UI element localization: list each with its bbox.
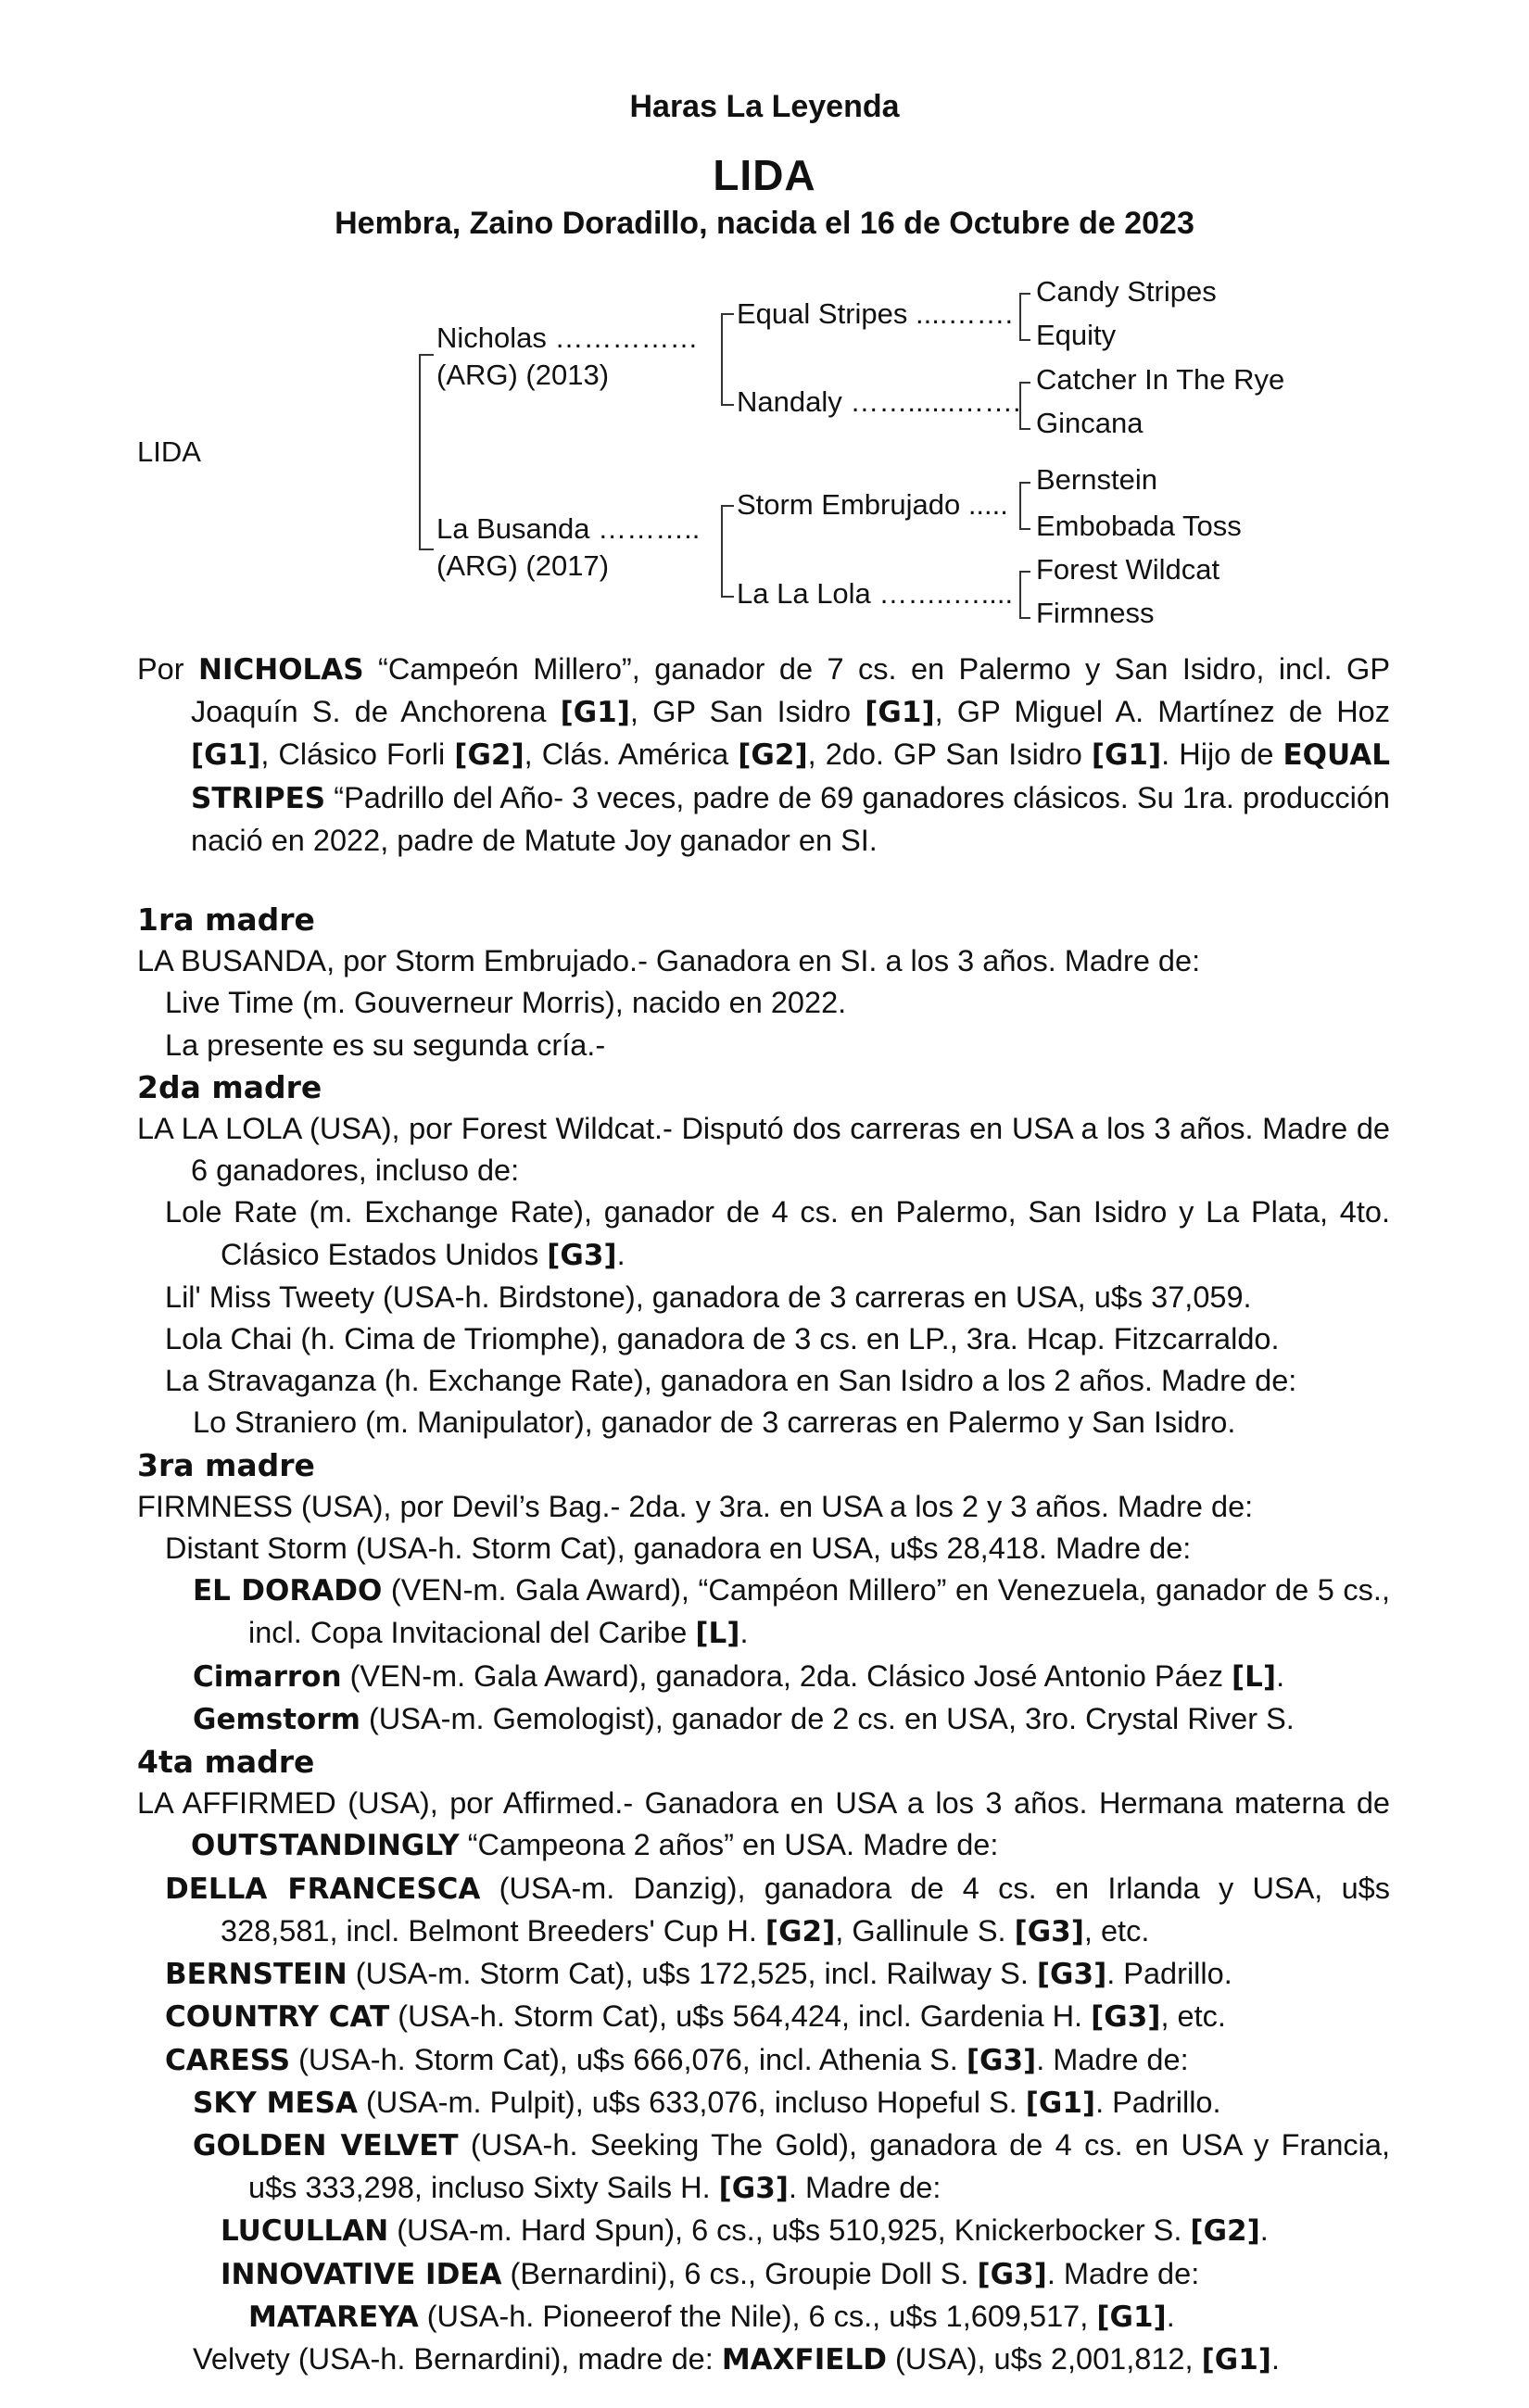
madre2-intro: LA LA LOLA (USA), por Forest Wildcat.- Disputó dos carreras en USA a los 3 años. Madre de 6 ganadores, incluso de: xyxy=(137,1112,1390,1188)
madre4-great-grand-offspring xyxy=(137,2253,1390,2296)
section-heading-madre1: 1ra madre xyxy=(137,901,315,939)
pedigree-dam-sire: Storm Embrujado ..... xyxy=(737,488,1008,521)
dam-bracket xyxy=(721,505,734,598)
text-run: “Campeona 2 años” en USA. Madre de: xyxy=(459,1828,999,1862)
gen3-bracket-4 xyxy=(1019,571,1030,619)
grade-badge: [G1] xyxy=(191,738,261,773)
madre3-grand-offspring xyxy=(137,1570,1390,1655)
grade-badge: [G1] xyxy=(865,696,935,730)
grade-badge: [L] xyxy=(1232,1659,1277,1694)
text-run: , 2do. GP San Isidro xyxy=(807,738,1092,772)
grade-badge: [G1] xyxy=(1096,2300,1167,2334)
text-run: , etc. xyxy=(1083,1913,1150,1948)
madre3-grand-offspring xyxy=(137,1656,1390,1698)
horse-name-bold: Cimarron xyxy=(193,1659,342,1694)
madre4-great-grand-offspring xyxy=(137,2210,1390,2252)
horse-name-bold: GOLDEN VELVET xyxy=(193,2128,459,2162)
grade-badge: [L] xyxy=(695,1617,740,1651)
text-run: . xyxy=(1270,2341,1280,2376)
pedigree-gen3-3: Catcher In The Rye xyxy=(1036,363,1285,396)
text-run: (USA), u$s 2,001,812, xyxy=(886,2341,1202,2376)
text-run: Velvety (USA-h. Bernardini), madre de: xyxy=(193,2341,722,2376)
text-run: (VEN-m. Gala Award), “Campéon Millero” en Venezuela, ganador de 5 cs., incl. Copa Invitacional del Caribe xyxy=(248,1573,1390,1650)
pedigree-gen3-2: Equity xyxy=(1036,319,1117,351)
pedigree-sire-sire: Equal Stripes ....……. xyxy=(737,297,1014,330)
madre2-offspring xyxy=(137,1191,1390,1276)
section-heading-madre4: 4ta madre xyxy=(137,1744,315,1781)
text-run: . xyxy=(1259,2213,1269,2248)
text-run: (USA-h. Storm Cat), u$s 666,076, incl. Athenia S. xyxy=(290,2042,967,2076)
grade-badge: [G3] xyxy=(1036,1958,1107,1992)
grade-badge: [G3] xyxy=(1014,1914,1084,1948)
grade-badge: [G2] xyxy=(738,738,808,773)
grade-badge: [G2] xyxy=(454,738,524,773)
text-run: (USA-m. Hard Spun), 6 cs., u$s 510,925, Knickerbocker S. xyxy=(388,2213,1191,2248)
grade-badge: [G1] xyxy=(1025,2086,1096,2120)
pedigree-dam-dam: La La Lola ……..….... xyxy=(737,577,1014,610)
pedigree-dam: La Busanda ……….. xyxy=(436,512,701,545)
madre1-intro: LA BUSANDA, por Storm Embrujado.- Ganadora en SI. a los 3 años. Madre de: xyxy=(137,944,1201,978)
text-run: LA AFFIRMED (USA), por Affirmed.- Ganadora en USA a los 3 años. Hermana materna de xyxy=(137,1786,1390,1821)
section-heading-madre3: 3ra madre xyxy=(137,1446,315,1483)
pedigree-gen3-4: Gincana xyxy=(1036,407,1144,439)
text-run: , GP San Isidro xyxy=(629,695,866,729)
pedigree-gen3-7: Forest Wildcat xyxy=(1036,553,1220,586)
madre4-grand-offspring xyxy=(137,2124,1390,2210)
text-run: . Padrillo. xyxy=(1095,2085,1221,2119)
madre4-offspring xyxy=(137,1868,1390,1953)
madre3-offspring: Distant Storm (USA-h. Storm Cat), ganadora en USA, u$s 28,418. Madre de: xyxy=(165,1532,1192,1566)
horse-name-bold: CARESS xyxy=(165,2043,291,2077)
madre4-grand-offspring xyxy=(137,2082,1390,2124)
text-run: (USA-m. Danzig), ganadora de 4 cs. en Irlanda y USA, u$s 328,581, incl. Belmont Breeders' Cup H. xyxy=(221,1871,1391,1948)
text-run: (USA-h. Storm Cat), u$s 564,424, incl. Gardenia H. xyxy=(389,1999,1092,2034)
pedigree-sire-dam: Nandaly ……......……. xyxy=(737,385,1021,418)
pedigree-gen3-1: Candy Stripes xyxy=(1036,275,1217,308)
grade-badge: [G3] xyxy=(718,2172,789,2206)
text-run: Por xyxy=(137,652,199,686)
text-run: . xyxy=(739,1616,749,1650)
madre4-great-great-grand-offspring xyxy=(137,2296,1390,2339)
catalog-body xyxy=(137,649,1390,2381)
horse-name-bold: INNOVATIVE IDEA xyxy=(221,2257,502,2291)
pedigree-gen3-8: Firmness xyxy=(1036,597,1155,629)
madre2-offspring: Lola Chai (h. Cima de Triomphe), ganadora de 3 cs. en LP., 3ra. Hcap. Fitzcarraldo. xyxy=(165,1322,1280,1356)
madre1-note: La presente es su segunda cría.- xyxy=(165,1027,606,1062)
grade-badge: [G2] xyxy=(1190,2214,1260,2249)
text-run: . Madre de: xyxy=(1036,2042,1189,2076)
gen3-bracket-3 xyxy=(1019,482,1030,530)
text-run: . xyxy=(1166,2299,1175,2333)
pedigree-gen3-5: Bernstein xyxy=(1036,463,1157,496)
sire-paragraph xyxy=(137,649,1390,862)
grade-badge: [G1] xyxy=(560,696,630,730)
grade-badge: [G3] xyxy=(966,2043,1037,2077)
madre2-offspring: La Stravaganza (h. Exchange Rate), ganadora en San Isidro a los 2 años. Madre de: xyxy=(165,1364,1297,1398)
section-heading-madre2: 2da madre xyxy=(137,1068,322,1105)
text-run: “Campeón Millero”, ganador de 7 cs. en Palermo y San Isidro, incl. GP Joaquín S. de Anchorena xyxy=(191,652,1391,729)
text-run: , GP Miguel A. Martínez de Hoz xyxy=(934,695,1390,729)
text-run: (USA-h. Pioneerof the Nile), 6 cs., u$s 1,609,517, xyxy=(418,2299,1097,2333)
pedigree-subject: LIDA xyxy=(137,435,201,468)
text-run: Lole Rate (m. Exchange Rate), ganador de 4 cs. en Palermo, San Isidro y La Plata, 4to. Clásico Estados Unidos xyxy=(165,1195,1390,1271)
text-run: , etc. xyxy=(1160,1999,1226,2034)
text-run: . Hijo de xyxy=(1161,738,1283,772)
horse-name-bold: OUTSTANDINGLY xyxy=(191,1829,460,1863)
text-run: . xyxy=(616,1237,626,1271)
text-run: (USA-m. Storm Cat), u$s 172,525, incl. Railway S. xyxy=(347,1957,1037,1991)
horse-name-bold: BERNSTEIN xyxy=(165,1958,348,1992)
gen3-bracket-2 xyxy=(1019,382,1030,430)
horse-name-bold: MATAREYA xyxy=(248,2300,419,2334)
horse-name-bold: MAXFIELD xyxy=(721,2342,887,2376)
text-run: (USA-m. Pulpit), u$s 633,076, incluso Hopeful S. xyxy=(357,2085,1026,2119)
madre2-grand-offspring: Lo Straniero (m. Manipulator), ganador de 3 carreras en Palermo y San Isidro. xyxy=(193,1406,1236,1440)
grade-badge: [G1] xyxy=(1091,738,1162,773)
grade-badge: [G1] xyxy=(1201,2342,1271,2376)
madre3-intro: FIRMNESS (USA), por Devil’s Bag.- 2da. y 3ra. en USA a los 2 y 3 años. Madre de: xyxy=(137,1489,1254,1523)
grade-badge: [G3] xyxy=(977,2257,1047,2291)
horse-name-bold: DELLA FRANCESCA xyxy=(165,1872,481,1906)
madre4-offspring xyxy=(137,2039,1390,2082)
subject-bracket xyxy=(419,354,434,550)
text-run: . Madre de: xyxy=(1046,2256,1200,2290)
madre4-intro xyxy=(137,1783,1390,1867)
grade-badge: [G2] xyxy=(764,1914,836,1948)
farm-name: Haras La Leyenda xyxy=(629,89,900,124)
text-run: , Clás. América xyxy=(524,738,739,772)
pedigree-gen3-6: Embobada Toss xyxy=(1036,510,1242,542)
text-run: (USA-h. Seeking The Gold), ganadora de 4 cs. en USA y Francia, u$s 333,298, incluso Sixty Sails H. xyxy=(248,2127,1390,2205)
text-run: “Padrillo del Año- 3 veces, padre de 69 ganadores clásicos. Su 1ra. producción nació en 2022, padre de Matute Joy ganador en SI. xyxy=(191,780,1390,857)
text-run: (VEN-m. Gala Award), ganadora, 2da. Clásico José Antonio Páez xyxy=(341,1658,1232,1693)
madre3-grand-offspring xyxy=(137,1698,1390,1741)
pedigree-sire: Nicholas …………… xyxy=(436,321,699,354)
text-run: . Madre de: xyxy=(788,2171,941,2205)
pedigree-dam-origin: (ARG) (2017) xyxy=(436,549,610,582)
text-run: . xyxy=(1276,1658,1285,1693)
text-run: , Gallinule S. xyxy=(835,1913,1015,1948)
text-run: (USA-m. Gemologist), ganador de 2 cs. en USA, 3ro. Crystal River S. xyxy=(360,1701,1295,1735)
horse-name-bold: LUCULLAN xyxy=(221,2214,389,2249)
horse-name-bold: Gemstorm xyxy=(193,1702,360,1736)
grandsire-name-bold: EQUAL STRIPES xyxy=(191,738,1390,815)
madre2-offspring: Lil' Miss Tweety (USA-h. Birdstone), ganadora de 3 carreras en USA, u$s 37,059. xyxy=(165,1280,1252,1314)
text-run: (Bernardini), 6 cs., Groupie Doll S. xyxy=(501,2256,978,2290)
madre4-grand-offspring xyxy=(137,2339,1390,2381)
horse-description: Hembra, Zaino Doradillo, nacida el 16 de Octubre de 2023 xyxy=(335,206,1194,241)
horse-name-bold: EL DORADO xyxy=(193,1574,383,1608)
grade-badge: [G3] xyxy=(547,1238,617,1272)
text-run: , Clásico Forli xyxy=(260,738,455,772)
sire-bracket xyxy=(721,313,734,406)
grade-badge: [G3] xyxy=(1091,2000,1161,2035)
horse-name-bold: COUNTRY CAT xyxy=(165,2000,390,2035)
madre1-offspring: Live Time (m. Gouverneur Morris), nacido en 2022. xyxy=(165,986,847,1020)
pedigree-sire-origin: (ARG) (2013) xyxy=(436,359,610,391)
madre4-offspring xyxy=(137,1996,1390,2038)
gen3-bracket-1 xyxy=(1019,293,1030,341)
horse-name-bold: SKY MESA xyxy=(193,2086,358,2120)
text-run: . Padrillo. xyxy=(1106,1957,1232,1991)
madre4-offspring xyxy=(137,1953,1390,1996)
sire-name-bold: NICHOLAS xyxy=(198,653,364,687)
horse-name: LIDA xyxy=(713,151,816,199)
